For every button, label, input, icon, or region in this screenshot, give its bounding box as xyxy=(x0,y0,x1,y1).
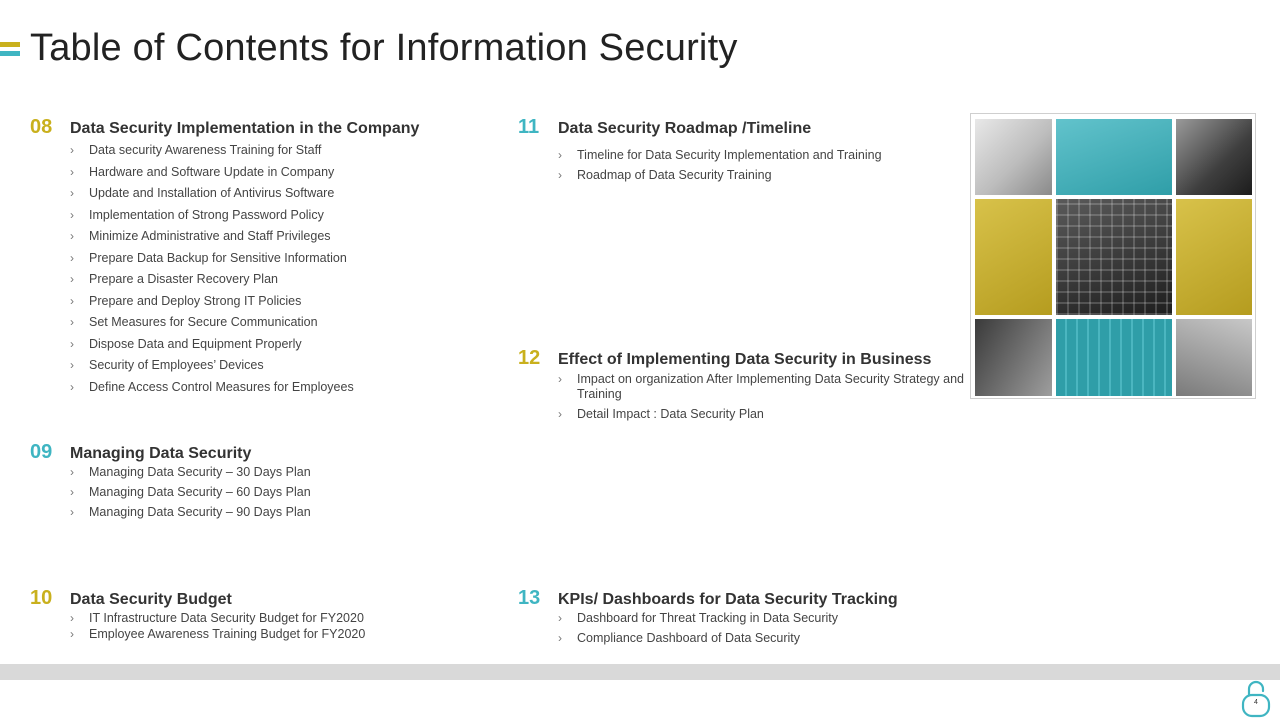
section-item-list xyxy=(30,143,470,395)
toc-list-item: › Dispose Data and Equipment Properly xyxy=(70,337,470,352)
photo-tile xyxy=(975,119,1052,195)
toc-list-item: › Managing Data Security – 60 Days Plan xyxy=(70,485,470,500)
section-title: Effect of Implementing Data Security in Business xyxy=(558,351,932,368)
section-header xyxy=(30,587,470,610)
toc-list-item: › Employee Awareness Training Budget for FY2020 xyxy=(70,627,470,642)
photo-tile xyxy=(1056,319,1172,396)
section-number: 12 xyxy=(518,347,541,369)
section-title: KPIs/ Dashboards for Data Security Tracking xyxy=(558,591,898,608)
toc-list-item: › Prepare a Disaster Recovery Plan xyxy=(70,272,470,287)
photo-tile xyxy=(1176,319,1252,396)
toc-list-item: › Managing Data Security – 90 Days Plan xyxy=(70,505,470,520)
title-accent-bar-teal xyxy=(0,51,20,56)
section-item-list xyxy=(30,611,470,642)
section-title: Data Security Budget xyxy=(70,591,232,608)
section-title: Data Security Implementation in the Company xyxy=(70,120,420,137)
toc-section-13 xyxy=(518,587,968,651)
section-header xyxy=(518,347,968,370)
section-header xyxy=(518,116,968,139)
section-header xyxy=(30,441,470,464)
photo-tile xyxy=(1176,199,1252,315)
toc-list-item: › Data security Awareness Training for Staff xyxy=(70,143,470,158)
section-item-list xyxy=(518,372,968,422)
photo-tile xyxy=(1176,119,1252,195)
toc-list-item: › Prepare and Deploy Strong IT Policies xyxy=(70,294,470,309)
toc-list-item: › Timeline for Data Security Implementation and Training xyxy=(558,148,968,163)
toc-list-item: › Detail Impact : Data Security Plan xyxy=(558,407,968,422)
toc-list-item: › Define Access Control Measures for Employees xyxy=(70,380,470,395)
toc-list-item: › Set Measures for Secure Communication xyxy=(70,315,470,330)
section-number: 10 xyxy=(30,587,53,609)
photo-tile xyxy=(1056,199,1172,315)
page-number: 4 xyxy=(1254,699,1258,706)
toc-section-10 xyxy=(30,587,470,643)
toc-list-item: › Security of Employees’ Devices xyxy=(70,358,470,373)
keyboard-photo-mosaic xyxy=(970,113,1256,399)
toc-section-12 xyxy=(518,347,968,427)
photo-tile xyxy=(975,319,1052,396)
toc-list-item: › Implementation of Strong Password Policy xyxy=(70,208,470,223)
toc-list-item: › Hardware and Software Update in Company xyxy=(70,165,470,180)
toc-list-item: › Dashboard for Threat Tracking in Data Security xyxy=(558,611,968,626)
section-title: Managing Data Security xyxy=(70,445,252,462)
title-accent-bar-yellow xyxy=(0,42,20,47)
section-item-list xyxy=(518,611,968,646)
section-number: 08 xyxy=(30,116,53,138)
photo-mosaic-grid xyxy=(975,119,1252,396)
toc-section-09 xyxy=(30,441,470,525)
toc-list-item: › IT Infrastructure Data Security Budget for FY2020 xyxy=(70,611,470,626)
section-number: 11 xyxy=(518,116,540,138)
page-title: Table of Contents for Information Security xyxy=(30,27,738,69)
photo-tile xyxy=(1056,119,1172,195)
toc-list-item: › Minimize Administrative and Staff Privileges xyxy=(70,229,470,244)
toc-section-08 xyxy=(30,116,470,401)
title-accent-bars xyxy=(0,42,20,60)
toc-list-item: › Update and Installation of Antivirus Software xyxy=(70,186,470,201)
toc-list-item: › Roadmap of Data Security Training xyxy=(558,168,968,183)
section-header xyxy=(30,116,470,139)
photo-tile xyxy=(975,199,1052,315)
section-item-list xyxy=(30,465,470,520)
toc-list-item: › Impact on organization After Implementing Data Security Strategy and Training xyxy=(558,372,968,402)
toc-section-11 xyxy=(518,116,968,188)
toc-list-item: › Managing Data Security – 30 Days Plan xyxy=(70,465,470,480)
section-title: Data Security Roadmap /Timeline xyxy=(558,120,812,137)
footer-band xyxy=(0,664,1280,680)
section-number: 09 xyxy=(30,441,53,463)
toc-list-item: › Compliance Dashboard of Data Security xyxy=(558,631,968,646)
section-header xyxy=(518,587,968,610)
toc-list-item: › Prepare Data Backup for Sensitive Information xyxy=(70,251,470,266)
section-number: 13 xyxy=(518,587,541,609)
section-item-list xyxy=(518,148,968,183)
